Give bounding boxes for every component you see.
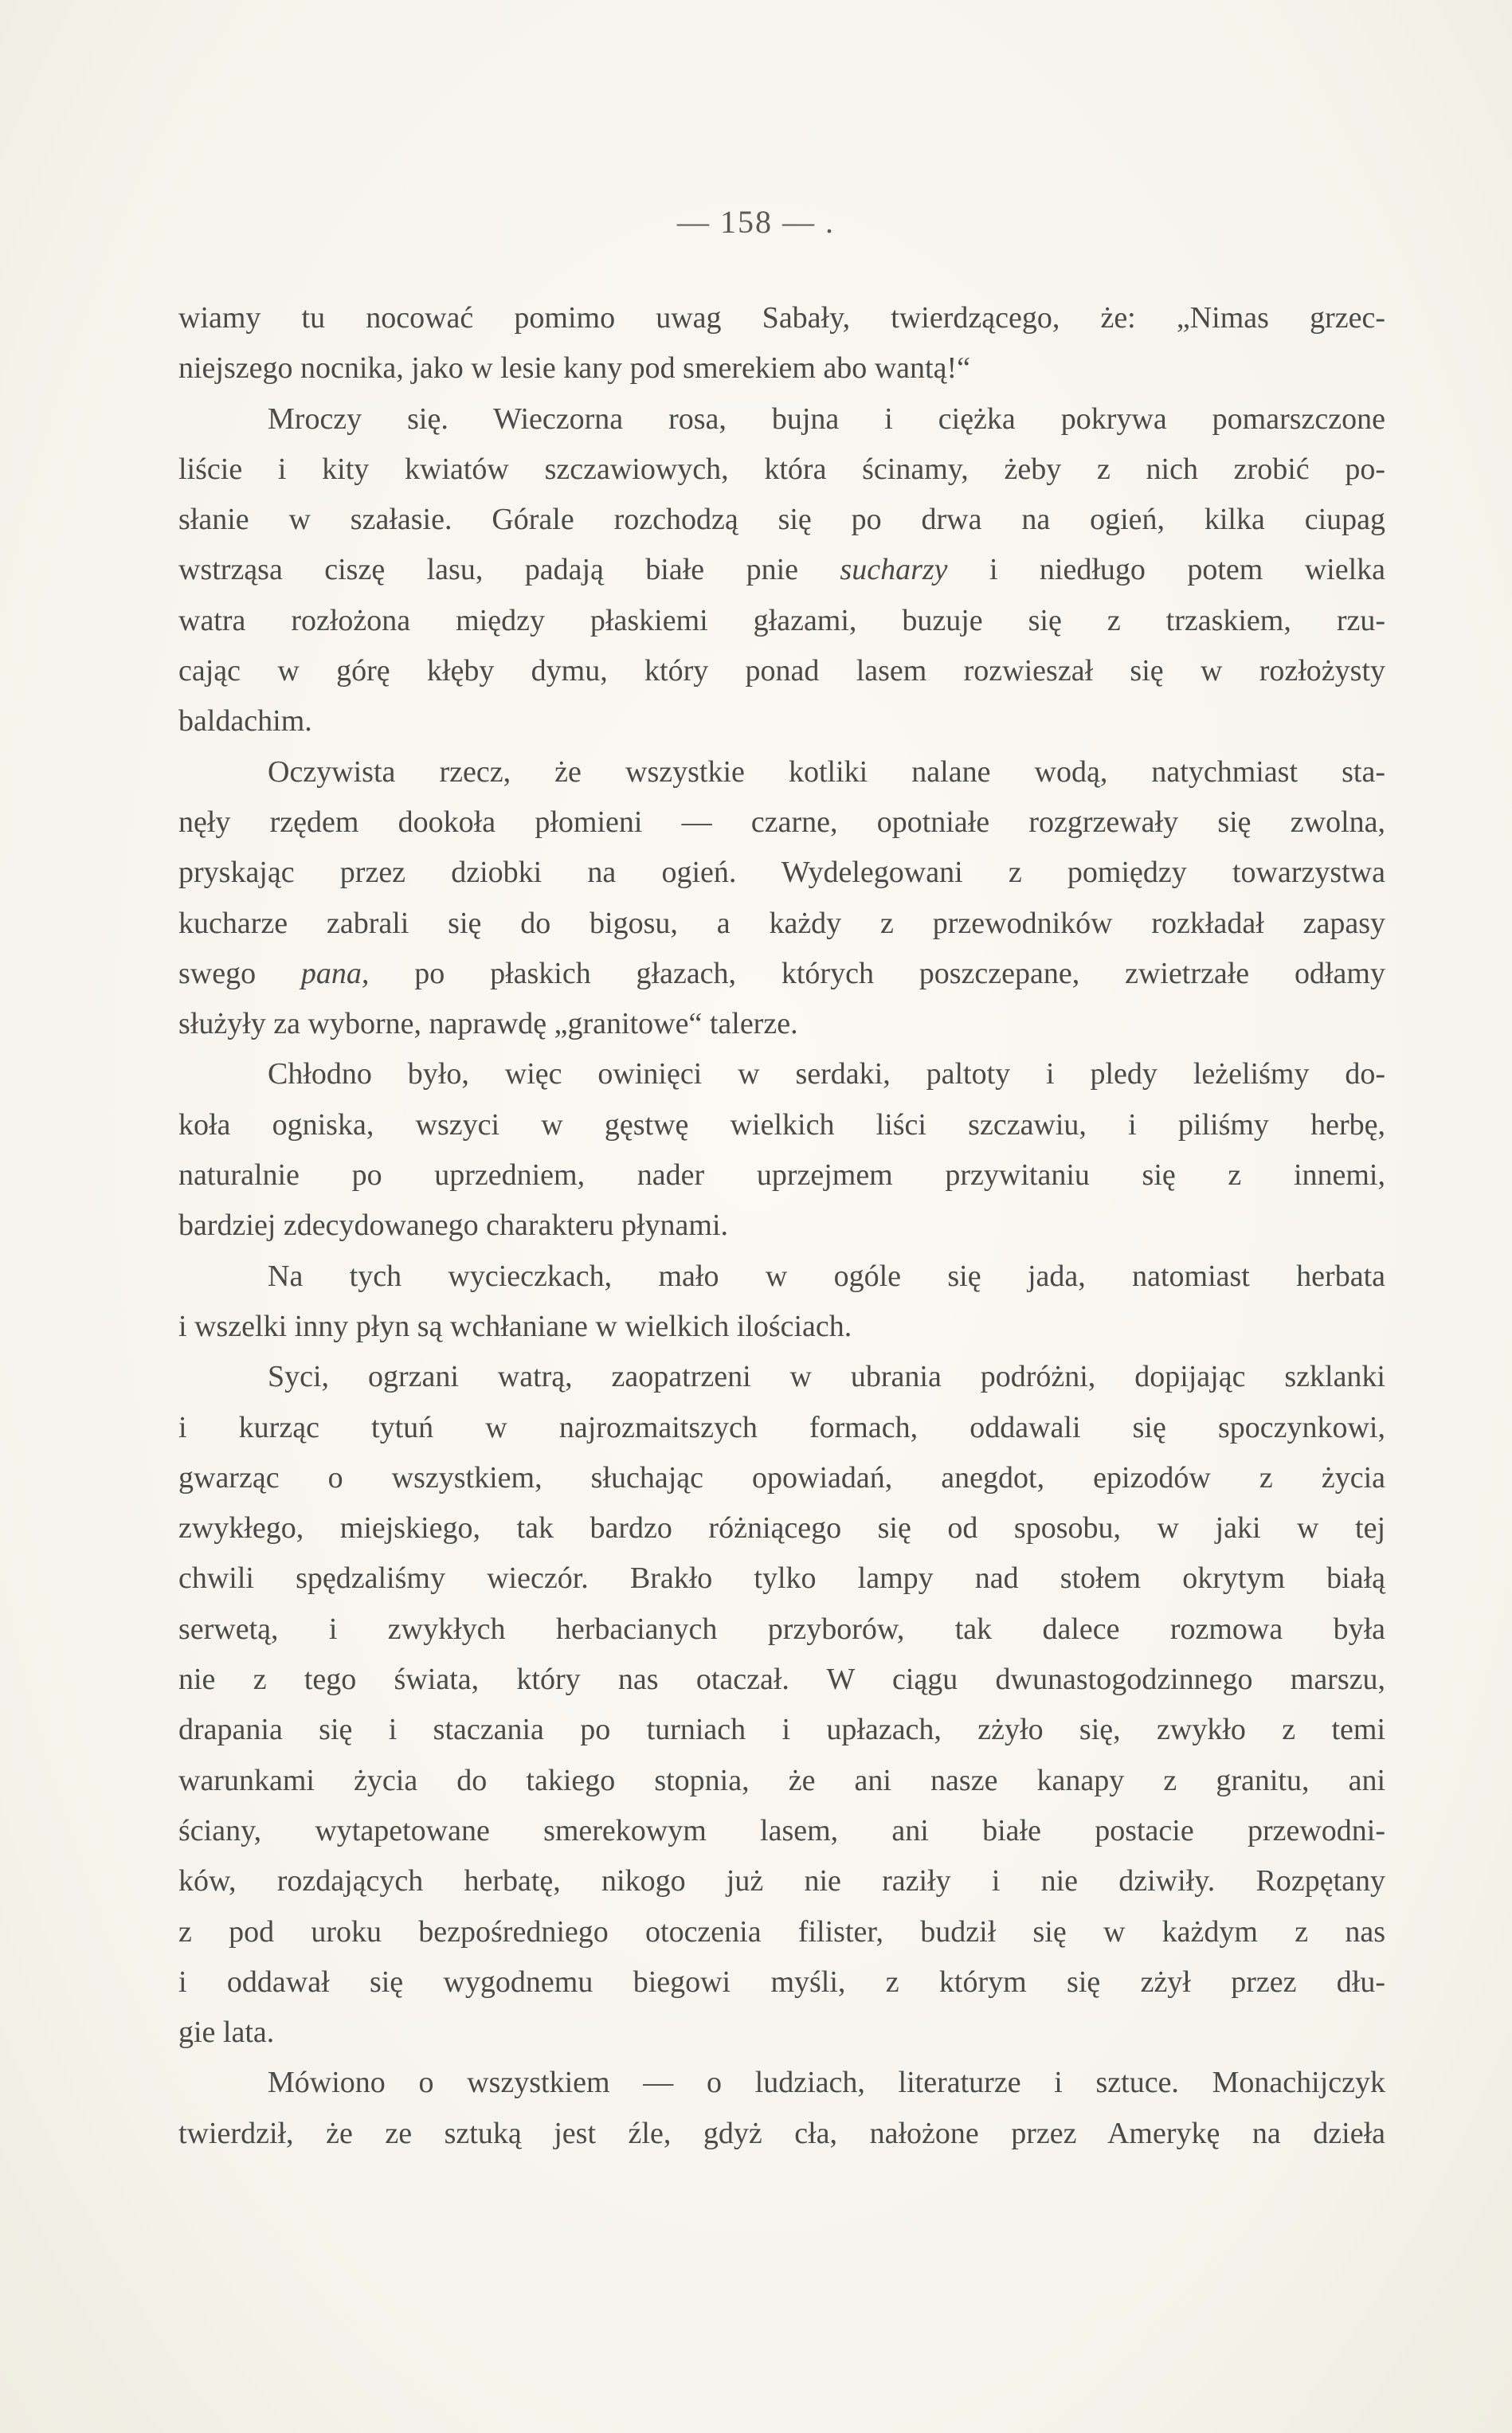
text-line: cając w górę kłęby dymu, który ponad lasem rozwieszał się w rozłożysty: [178, 654, 1385, 688]
body-text: [178, 293, 1385, 2159]
text-line: liście i kity kwiatów szczawiowych, która ścinamy, żeby z nich zrobić po-: [178, 452, 1385, 486]
text-line: drapania się i staczania po turniach i upłazach, zżyło się, zwykło z temi: [178, 1713, 1385, 1747]
text-line: Na tych wycieczkach, mało w ogóle się jada, natomiast herbata: [268, 1259, 1385, 1293]
text-line: wiamy tu nocować pomimo uwag Sabały, twierdzącego, że: „Nimas grzec-: [178, 301, 1385, 335]
text-line: chwili spędzaliśmy wieczór. Brakło tylko lampy nad stołem okrytym białą: [178, 1561, 1385, 1596]
text-line: ściany, wytapetowane smerekowym lasem, ani białe postacie przewodni-: [178, 1813, 1385, 1847]
text-line: z pod uroku bezpośredniego otoczenia filister, budził się w każdym z nas: [178, 1914, 1385, 1949]
text-line: Chłodno było, więc owinięci w serdaki, paltoty i pledy leżeliśmy do-: [268, 1057, 1385, 1091]
text-line: serwetą, i zwykłych herbacianych przyborów, tak dalece rozmowa była: [178, 1612, 1385, 1646]
text-line: baldachim.: [178, 704, 312, 739]
text-line: i wszelki inny płyn są wchłaniane w wielkich ilościach.: [178, 1309, 852, 1343]
text-line: słanie w szałasie. Górale rozchodzą się po drwa na ogień, kilka ciupag: [178, 503, 1385, 537]
text-line: Mroczy się. Wieczorna rosa, bujna i ciężka pokrywa pomarszczone: [268, 402, 1385, 436]
text-line: naturalnie po uprzedniem, nader uprzejmem przywitaniu się z innemi,: [178, 1158, 1385, 1193]
text-line: Syci, ogrzani watrą, zaopatrzeni w ubrania podróżni, dopijając szklanki: [268, 1360, 1385, 1394]
italic-text: pana,: [300, 956, 370, 990]
text-line: bardziej zdecydowanego charakteru płynami.: [178, 1209, 729, 1243]
text-line: i kurząc tytuń w najrozmaitszych formach, oddawali się spoczynkowi,: [178, 1410, 1385, 1444]
text-line: twierdził, że ze sztuką jest źle, gdyż cła, nałożone przez Amerykę na dzieła: [178, 2116, 1385, 2150]
text-line: zwykłego, miejskiego, tak bardzo różniącego się od sposobu, w jaki w tej: [178, 1511, 1385, 1546]
text-line: pryskając przez dziobki na ogień. Wydelegowani z pomiędzy towarzystwa: [178, 856, 1385, 890]
text-line: Mówiono o wszystkiem — o ludziach, literaturze i sztuce. Monachijczyk: [268, 2066, 1385, 2100]
text-line: warunkami życia do takiego stopnia, że ani nasze kanapy z granitu, ani: [178, 1763, 1385, 1797]
text-line: gwarząc o wszystkiem, słuchając opowiadań, anegdot, epizodów z życia: [178, 1460, 1385, 1495]
text-line: [178, 545, 1385, 595]
text-line: nie z tego świata, który nas otaczał. W ciągu dwunastogodzinnego marszu,: [178, 1663, 1385, 1697]
text-segment: wstrząsa ciszę lasu, padają białe pnie: [178, 553, 840, 587]
text-line: Oczywista rzecz, że wszystkie kotliki nalane wodą, natychmiast sta-: [268, 754, 1385, 789]
text-segment: swego: [178, 956, 301, 990]
text-line: koła ogniska, wszyci w gęstwę wielkich liści szczawiu, i piliśmy herbę,: [178, 1107, 1385, 1142]
italic-text: sucharzy: [840, 553, 948, 587]
text-segment: i niedługo potem wielka: [947, 553, 1386, 587]
text-line: [178, 949, 1385, 999]
page-number-header: — 158 — .: [677, 204, 835, 240]
text-line: kucharze zabrali się do bigosu, a każdy z przewodników rozkładał zapasy: [178, 906, 1385, 940]
text-line: nęły rzędem dookoła płomieni — czarne, opotniałe rozgrzewały się zwolna,: [178, 805, 1385, 839]
text-line: i oddawał się wygodnemu biegowi myśli, z którym się zżył przez dłu-: [178, 1965, 1385, 1999]
text-line: ków, rozdających herbatę, nikogo już nie raziły i nie dziwiły. Rozpętany: [178, 1864, 1385, 1898]
text-line: niejszego nocnika, jako w lesie kany pod smerekiem abo wantą!“: [178, 351, 970, 386]
text-line: watra rozłożona między płaskiemi głazami, buzuje się z trzaskiem, rzu-: [178, 603, 1385, 637]
text-segment: po płaskich głazach, których poszczepane, zwietrzałe odłamy: [369, 956, 1385, 990]
text-line: gie lata.: [178, 2016, 275, 2050]
text-line: służyły za wyborne, naprawdę „granitowe“ talerze.: [178, 1007, 798, 1041]
